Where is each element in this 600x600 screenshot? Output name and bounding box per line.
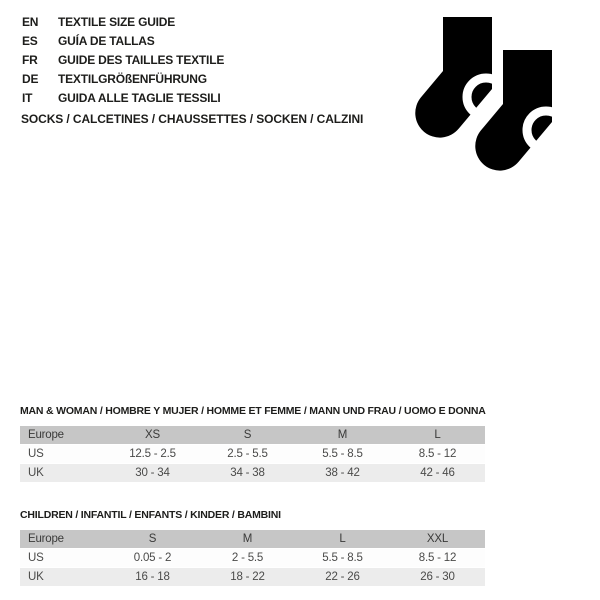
table-header-row [20, 426, 485, 444]
size-value-cell: 5.5 - 8.5 [322, 552, 363, 564]
table-title: CHILDREN / INFANTIL / ENFANTS / KINDER / BAMBINI [20, 509, 281, 521]
row-label-cell: UK [28, 467, 44, 479]
size-value-cell: 2.5 - 5.5 [227, 448, 268, 460]
header-cell: XS [145, 429, 160, 441]
header-cell: XXL [426, 533, 449, 545]
language-label: GUÍA DE TALLAS [58, 33, 155, 48]
language-code: IT [22, 90, 33, 105]
category-line: SOCKS / CALCETINES / CHAUSSETTES / SOCKEN / CALZINI [21, 112, 364, 126]
size-value-cell: 2 - 5.5 [231, 552, 264, 564]
header-cell: Europe [28, 429, 64, 441]
size-value-cell: 34 - 38 [230, 467, 265, 479]
size-value-cell: 16 - 18 [135, 571, 170, 583]
table-row [20, 464, 485, 482]
header-cell: Europe [28, 533, 64, 545]
row-label-cell: US [28, 552, 44, 564]
language-label: TEXTILGRÖßENFÜHRUNG [58, 71, 207, 86]
size-value-cell: 26 - 30 [420, 571, 455, 583]
language-row [22, 50, 224, 69]
header-cell: L [434, 429, 441, 441]
header-cell: L [339, 533, 346, 545]
size-value-cell: 5.5 - 8.5 [322, 448, 363, 460]
table-row [20, 445, 485, 463]
header-cell: S [243, 429, 252, 441]
size-value-cell: 22 - 26 [325, 571, 360, 583]
language-code: ES [22, 33, 38, 48]
language-label: GUIDA ALLE TAGLIE TESSILI [58, 90, 221, 105]
header-cell: S [148, 533, 157, 545]
table-header-row [20, 530, 485, 548]
language-label: TEXTILE SIZE GUIDE [58, 14, 176, 29]
size-value-cell: 30 - 34 [135, 467, 170, 479]
table-title: MAN & WOMAN / HOMBRE Y MUJER / HOMME ET FEMME / MANN UND FRAU / UOMO E DONNA [20, 405, 486, 417]
size-value-cell: 8.5 - 12 [418, 552, 457, 564]
size-value-cell: 18 - 22 [230, 571, 265, 583]
size-value-cell: 42 - 46 [420, 467, 455, 479]
size-tables [20, 405, 485, 587]
size-table [20, 509, 485, 586]
table-row [20, 549, 485, 567]
table-row [20, 568, 485, 586]
language-label: GUIDE DES TAILLES TEXTILE [58, 52, 225, 67]
size-value-cell: 38 - 42 [325, 467, 360, 479]
row-label-cell: US [28, 448, 44, 460]
language-code: FR [22, 52, 38, 67]
size-value-cell: 0.05 - 2 [133, 552, 172, 564]
language-row [22, 12, 224, 31]
size-table [20, 405, 485, 482]
language-code: DE [22, 71, 39, 86]
header-cell: M [337, 429, 348, 441]
size-value-cell: 12.5 - 2.5 [129, 448, 176, 460]
language-row [22, 31, 224, 50]
socks-icon [368, 8, 583, 183]
language-row [22, 88, 224, 107]
row-label-cell: UK [28, 571, 44, 583]
size-value-cell: 8.5 - 12 [418, 448, 457, 460]
language-row [22, 69, 224, 88]
language-code: EN [22, 14, 39, 29]
header-cell: M [242, 533, 253, 545]
language-list [22, 12, 224, 107]
